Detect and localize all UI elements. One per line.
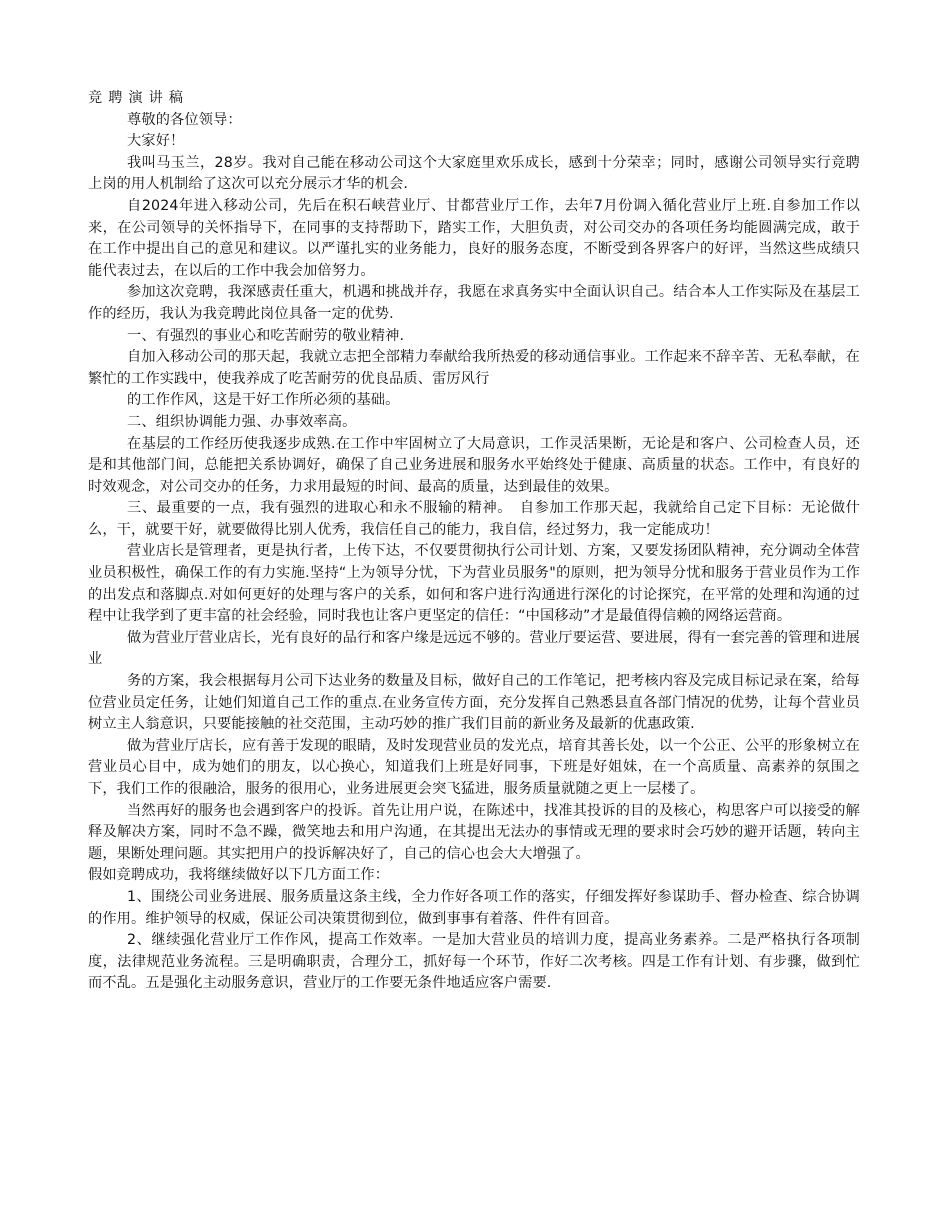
body-paragraph: 自加入移动公司的那天起，我就立志把全部精力奉献给我所热爱的移动通信事业。工作起来不辞辛苦、无私奉献，在繁忙的工作实践中，使我养成了吃苦耐劳的优良品质、雷厉风行 <box>88 349 860 387</box>
body-paragraph: 自2024年进入移动公司，先后在积石峡营业厅、甘都营业厅工作，去年7月份调入循化营业厅上班.自参加工作以来，在公司领导的关怀指导下，在同事的支持帮助下，踏实工作，大胆负责，对公司交办的各项任务均能圆满完成，敢于在工作中提出自己的意见和建议。以严谨扎实的业务能力，良好的服务态度，不断受到各界客户的好评，当然这些成绩只能代表过去，在以后的工作中我会加倍努力。 <box>88 197 860 279</box>
body-paragraph: 的工作作风，这是干好工作所必须的基础。 <box>127 392 400 409</box>
speech-document <box>88 88 860 995</box>
body-paragraph: 2、继续强化营业厅工作作风，提高工作效率。一是加大营业员的培训力度，提高业务素养。二是严格执行各项制度，法律规范业务流程。三是明确职责，合理分工，抓好每一个环节，作好二次考核。四是工作有计划、有步骤，做到忙而不乱。五是强化主动服务意识，营业厅的工作要无条件地适应客户需要. <box>88 932 860 992</box>
body-paragraph: 做为营业厅店长，应有善于发现的眼睛，及时发现营业员的发光点，培育其善长处，以一个公正、公平的形象树立在营业员心目中，成为她们的朋友，以心换心，知道我们上班是好同事，下班是好姐妹，在一个高质量、高素养的氛围之下，我们工作的很融洽，服务的很用心，业务进展更会突飞猛进，服务质量就随之更上一层楼了。 <box>88 737 860 797</box>
document-title: 竞聘演讲稿 <box>88 90 189 106</box>
body-paragraph: 假如竞聘成功，我将继续做好以下几方面工作： <box>88 867 390 884</box>
body-paragraph: 务的方案，我会根据每月公司下达业务的数量及目标，做好自己的工作笔记，把考核内容及完成目标记录在案，给每位营业员定任务，让她们知道自己工作的重点.在业务宣传方面，充分发挥自己熟悉县直各部门情况的优势，让每个营业员树立主人翁意识，只要能接触的社交范围，主动巧妙的推广我们目前的新业务及最新的优惠政策. <box>88 673 860 733</box>
body-paragraph: 三、最重要的一点，我有强烈的进取心和永不服输的精神。 自参加工作那天起，我就给自己定下目标：无论做什么，干，就要干好，就要做得比别人优秀，我信任自己的能力，我自信，经过努力，我一定能成功！ <box>88 500 860 538</box>
body-paragraph: 营业店长是管理者，更是执行者，上传下达，不仅要贯彻执行公司计划、方案，又要发扬团队精神，充分调动全体营业员积极性，确保工作的有力实施.坚持“上为领导分忧，下为营业员服务"的原则，把为领导分忧和服务于营业员作为工作的出发点和落脚点.对如何更好的处理与客户的关系，如何和客户进行沟通进行深化的讨论探究，在平常的处理和沟通的过程中让我学到了更丰富的社会经验，同时我也让客户更坚定的信任：“中国移动”才是最值得信赖的网络运营商。 <box>88 543 860 625</box>
body-paragraph: 参加这次竞聘，我深感责任重大，机遇和挑战并存，我愿在求真务实中全面认识自己。结合本人工作实际及在基层工作的经历，我认为我竞聘此岗位具备一定的优势. <box>88 284 860 322</box>
body-paragraph: 1、围绕公司业务进展、服务质量这条主线，全力作好各项工作的落实，仔细发挥好参谋助手、督办检查、综合协调的作用。维护领导的权威，保证公司决策贯彻到位，做到事事有着落、件件有回音。 <box>88 888 860 927</box>
document-body <box>88 110 860 995</box>
body-paragraph: 大家好！ <box>127 133 185 150</box>
body-paragraph: 当然再好的服务也会遇到客户的投诉。首先让用户说，在陈述中，找准其投诉的目的及核心，构思客户可以接受的解释及解决方案，同时不急不躁，微笑地去和用户沟通，在其提出无法办的事情或无理的要求时会巧妙的避开话题，转向主题，果断处理问题。其实把用户的投诉解决好了，自己的信心也会大大增强了。 <box>88 802 860 862</box>
body-paragraph: 我叫马玉兰，28岁。我对自己能在移动公司这个大家庭里欢乐成长，感到十分荣幸；同时，感谢公司领导实行竞聘上岗的用人机制给了这次可以充分展示才华的机会. <box>88 154 860 193</box>
body-paragraph: 在基层的工作经历使我逐步成熟.在工作中牢固树立了大局意识，工作灵活果断，无论是和客户、公司检查人员，还是和其他部门间，总能把关系协调好，确保了自己业务进展和服务水平始终处于健康、高质量的状态。工作中，有良好的时效观念，对公司交办的任务，力求用最短的时间、最高的质量，达到最佳的效果。 <box>88 435 860 495</box>
body-paragraph: 二、组织协调能力强、办事效率高。 <box>127 413 357 430</box>
body-paragraph: 一、有强烈的事业心和吃苦耐劳的敬业精神. <box>127 327 405 344</box>
body-paragraph: 做为营业厅营业店长，光有良好的品行和客户缘是远远不够的。营业厅要运营、要进展，得有一套完善的管理和进展业 <box>88 629 860 668</box>
body-paragraph: 尊敬的各位领导： <box>127 111 242 128</box>
